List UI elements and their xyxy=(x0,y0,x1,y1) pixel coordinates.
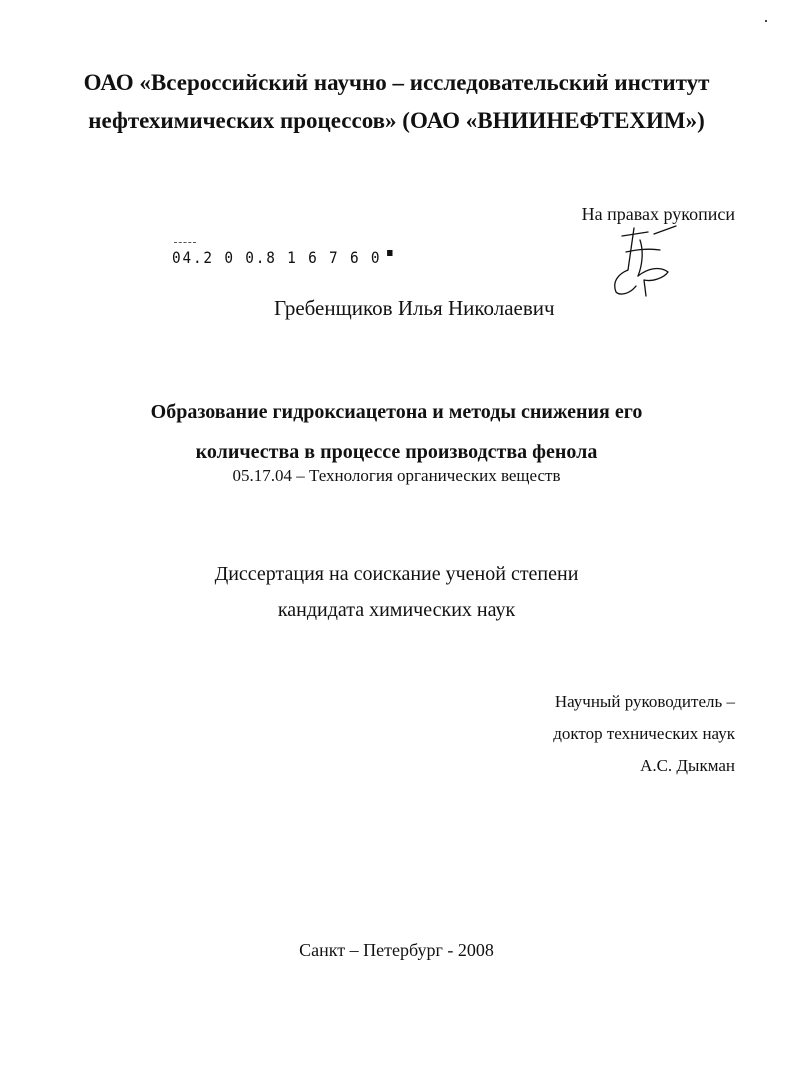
supervisor-line-1: Научный руководитель – xyxy=(554,692,735,711)
handwritten-signature-icon xyxy=(604,222,684,307)
manuscript-rights-note: На правах рукописи xyxy=(581,204,735,224)
scan-speck xyxy=(765,20,767,22)
author-name: Гребенщиков Илья Николаевич xyxy=(274,296,555,320)
organization-name xyxy=(0,64,793,140)
supervisor-line-2: доктор технических наук xyxy=(553,724,735,743)
city-year: Санкт – Петербург - 2008 xyxy=(299,940,494,960)
degree-line-1: Диссертация на соискание ученой степени xyxy=(214,563,579,585)
registration-code-ticks xyxy=(174,242,196,245)
registration-code xyxy=(172,248,392,267)
title-line-1: Образование гидроксиацетона и методы снижения его xyxy=(150,401,643,423)
supervisor-block xyxy=(553,686,735,782)
organization-line-2: нефтехимических процессов» (ОАО «ВНИИНЕФТЕХИМ») xyxy=(88,108,705,133)
registration-code-mark xyxy=(387,250,392,256)
registration-code-text: 04.2 0 0.8 1 6 7 6 0 xyxy=(172,248,382,267)
organization-line-1: ОАО «Всероссийский научно – исследовательский институт xyxy=(83,70,710,95)
dissertation-title xyxy=(0,392,793,472)
degree-statement xyxy=(0,556,793,628)
specialty-code: 05.17.04 – Технология органических веществ xyxy=(232,466,561,485)
degree-line-2: кандидата химических наук xyxy=(277,599,516,621)
title-line-2: количества в процессе производства фенола xyxy=(195,441,598,463)
supervisor-name: А.С. Дыкман xyxy=(640,756,735,775)
